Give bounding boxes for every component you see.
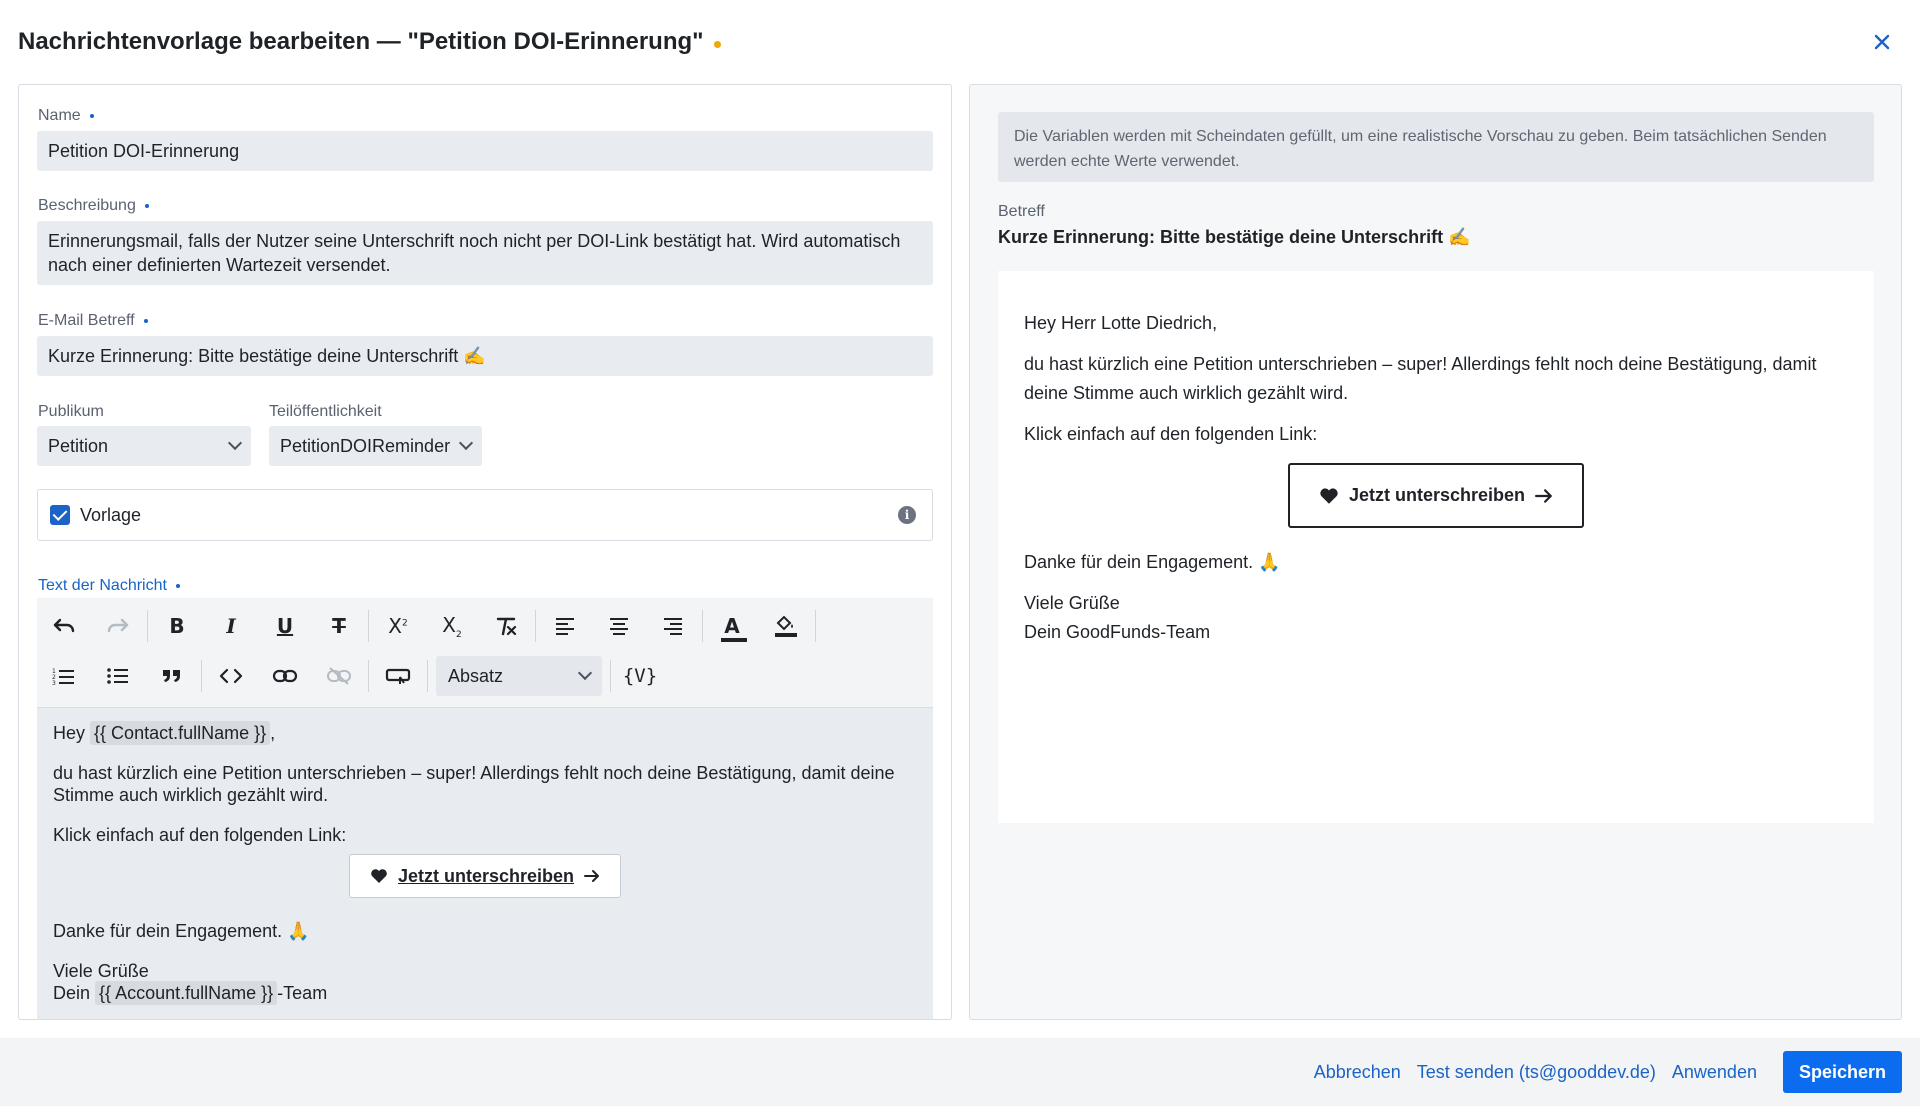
preview-email-card [998, 271, 1874, 823]
partial-label [269, 403, 382, 421]
align-left-icon[interactable] [538, 604, 592, 648]
preview-subject-value: Kurze Erinnerung: Bitte bestätige deine Unterschrift ✍️ [998, 227, 1471, 247]
toolbar-separator [368, 660, 369, 692]
variable-chip[interactable]: {{ Contact.fullName }} [90, 721, 270, 745]
audience-label-text: Publikum [38, 403, 104, 420]
editor-paragraph: du hast kürzlich eine Petition unterschrieben – super! Allerdings fehlt noch deine Bestätigung, damit deine Stimme auch wirklich gezählt wird. [53, 763, 895, 805]
test-send-button[interactable]: Test senden (ts@gooddev.de) [1416, 1061, 1656, 1082]
audience-select[interactable] [37, 426, 251, 466]
required-dot [144, 319, 148, 323]
variable-button-label: {V} [622, 665, 658, 687]
required-dot [145, 204, 149, 208]
variable-icon[interactable] [613, 654, 667, 698]
apply-button[interactable]: Anwenden [1671, 1061, 1757, 1082]
toolbar-separator [368, 610, 369, 642]
audience-value: Petition [48, 435, 109, 456]
paragraph-style-select[interactable] [436, 656, 602, 696]
editor-greeting [53, 722, 917, 744]
code-icon[interactable] [204, 654, 258, 698]
preview-paragraph: Klick einfach auf den folgenden Link: [1024, 424, 1318, 444]
superscript-icon[interactable]: $X^2$ [388, 614, 408, 638]
preview-notice: Die Variablen werden mit Scheindaten gefüllt, um eine realistische Vorschau zu geben. Beim tatsächlichen Senden werden echte Werte verwendet. [998, 112, 1874, 182]
preview-subject-label: Betreff [998, 203, 1045, 220]
heart-icon [370, 868, 388, 884]
chevron-down-icon [578, 666, 592, 680]
editor-paragraph: Klick einfach auf den folgenden Link: [53, 825, 347, 845]
signature-prefix: Dein [53, 983, 91, 1003]
arrow-right-icon [1535, 488, 1553, 504]
preview-button-wrap [1024, 463, 1848, 528]
subject-label-text: E-Mail Betreff [38, 312, 135, 329]
link-icon[interactable] [258, 654, 312, 698]
editor-regards: Viele Grüße [53, 961, 149, 981]
description-label [38, 197, 149, 215]
cancel-button[interactable]: Abbrechen [1313, 1061, 1401, 1082]
template-checkbox[interactable] [50, 505, 70, 525]
heart-icon [1319, 487, 1339, 505]
arrow-right-icon [584, 869, 600, 883]
subject-input[interactable]: Kurze Erinnerung: Bitte bestätige deine Unterschrift ✍️ [37, 336, 933, 376]
editor-button-wrap [53, 854, 917, 898]
preview-signature: Dein GoodFunds-Team [1024, 622, 1211, 642]
subject-label [38, 312, 148, 330]
preview-paragraph: du hast kürzlich eine Petition unterschrieben – super! Allerdings fehlt noch deine Bestätigung, damit deine Stimme auch wirklich gezählt wird. [1024, 354, 1817, 403]
message-label [38, 577, 180, 595]
name-label-text: Name [38, 107, 81, 124]
rich-text-toolbar [37, 598, 933, 708]
partial-value: PetitionDOIReminder [280, 435, 450, 456]
bullet-list-icon[interactable] [91, 654, 145, 698]
preview-cta-label: Jetzt unterschreiben [1348, 485, 1526, 505]
bold-icon[interactable]: B [169, 614, 185, 638]
toolbar-separator [815, 610, 816, 642]
description-label-text: Beschreibung [38, 197, 136, 214]
dialog-header [0, 0, 1920, 84]
audience-label [38, 403, 104, 421]
close-icon[interactable] [1870, 30, 1894, 54]
strikethrough-icon[interactable]: T [332, 614, 346, 638]
toolbar-row-1 [37, 604, 818, 648]
toolbar-separator [610, 660, 611, 692]
message-label-text: Text der Nachricht [38, 577, 167, 594]
template-label: Vorlage [80, 504, 142, 525]
signature-suffix: -Team [277, 983, 328, 1003]
svg-text:2: 2 [52, 674, 56, 681]
preview-cta-button[interactable] [1288, 463, 1584, 528]
dialog-title: Nachrichtenvorlage bearbeiten — "Petition DOI-Erinnerung" [18, 28, 704, 55]
editor-thanks: Danke für dein Engagement. 🙏 [53, 921, 310, 941]
greeting-suffix: , [270, 723, 276, 743]
dialog-footer [0, 1038, 1920, 1106]
clear-format-icon[interactable] [479, 604, 533, 648]
editor-cta-button[interactable] [349, 854, 621, 898]
text-color-icon[interactable]: A [724, 614, 740, 638]
chevron-down-icon [228, 436, 242, 450]
variable-chip[interactable]: {{ Account.fullName }} [95, 981, 277, 1005]
preview-thanks: Danke für dein Engagement. 🙏 [1024, 552, 1281, 572]
align-center-icon[interactable] [592, 604, 646, 648]
greeting-text: Hey [53, 723, 86, 743]
unsaved-indicator [714, 41, 721, 48]
toolbar-separator [201, 660, 202, 692]
toolbar-separator [535, 610, 536, 642]
partial-label-text: Teilöffentlichkeit [269, 403, 382, 420]
preview-panel [969, 84, 1902, 1020]
subscript-icon[interactable]: $X_2$ [442, 612, 462, 640]
template-checkbox-row [37, 489, 933, 541]
toolbar-separator [702, 610, 703, 642]
paragraph-style-value: Absatz [448, 665, 504, 686]
unlink-icon[interactable] [312, 654, 366, 698]
fill-color-icon[interactable] [759, 604, 813, 648]
redo-icon[interactable] [91, 604, 145, 648]
toolbar-separator [147, 610, 148, 642]
name-input[interactable]: Petition DOI-Erinnerung [37, 131, 933, 171]
message-editor[interactable] [37, 708, 933, 1020]
editor-signature [53, 982, 917, 1004]
insert-button-icon[interactable] [371, 654, 425, 698]
quote-icon[interactable] [145, 654, 199, 698]
undo-icon[interactable] [37, 604, 91, 648]
partial-select[interactable] [269, 426, 482, 466]
save-button[interactable]: Speichern [1783, 1051, 1902, 1093]
editor-cta-label: Jetzt unterschreiben [397, 866, 575, 886]
chevron-down-icon [459, 436, 473, 450]
align-right-icon[interactable] [646, 604, 700, 648]
editor-panel [18, 84, 952, 1020]
name-label [38, 107, 94, 125]
preview-greeting: Hey Herr Lotte Diedrich, [1024, 313, 1218, 333]
info-icon[interactable]: i [898, 506, 916, 524]
italic-icon[interactable]: I [226, 614, 236, 638]
svg-text:3: 3 [52, 680, 56, 686]
ordered-list-icon[interactable] [37, 654, 91, 698]
description-input[interactable]: Erinnerungsmail, falls der Nutzer seine Unterschrift noch nicht per DOI-Link bestätigt hat. Wird automatisch nach einer definierten Wartezeit versendet. [37, 221, 933, 285]
toolbar-separator [427, 660, 428, 692]
preview-regards: Viele Grüße [1024, 593, 1120, 613]
toolbar-row-2 [37, 654, 667, 698]
underline-icon[interactable]: U [276, 614, 294, 638]
required-dot [176, 584, 180, 588]
required-dot [90, 114, 94, 118]
svg-text:1: 1 [52, 668, 56, 675]
